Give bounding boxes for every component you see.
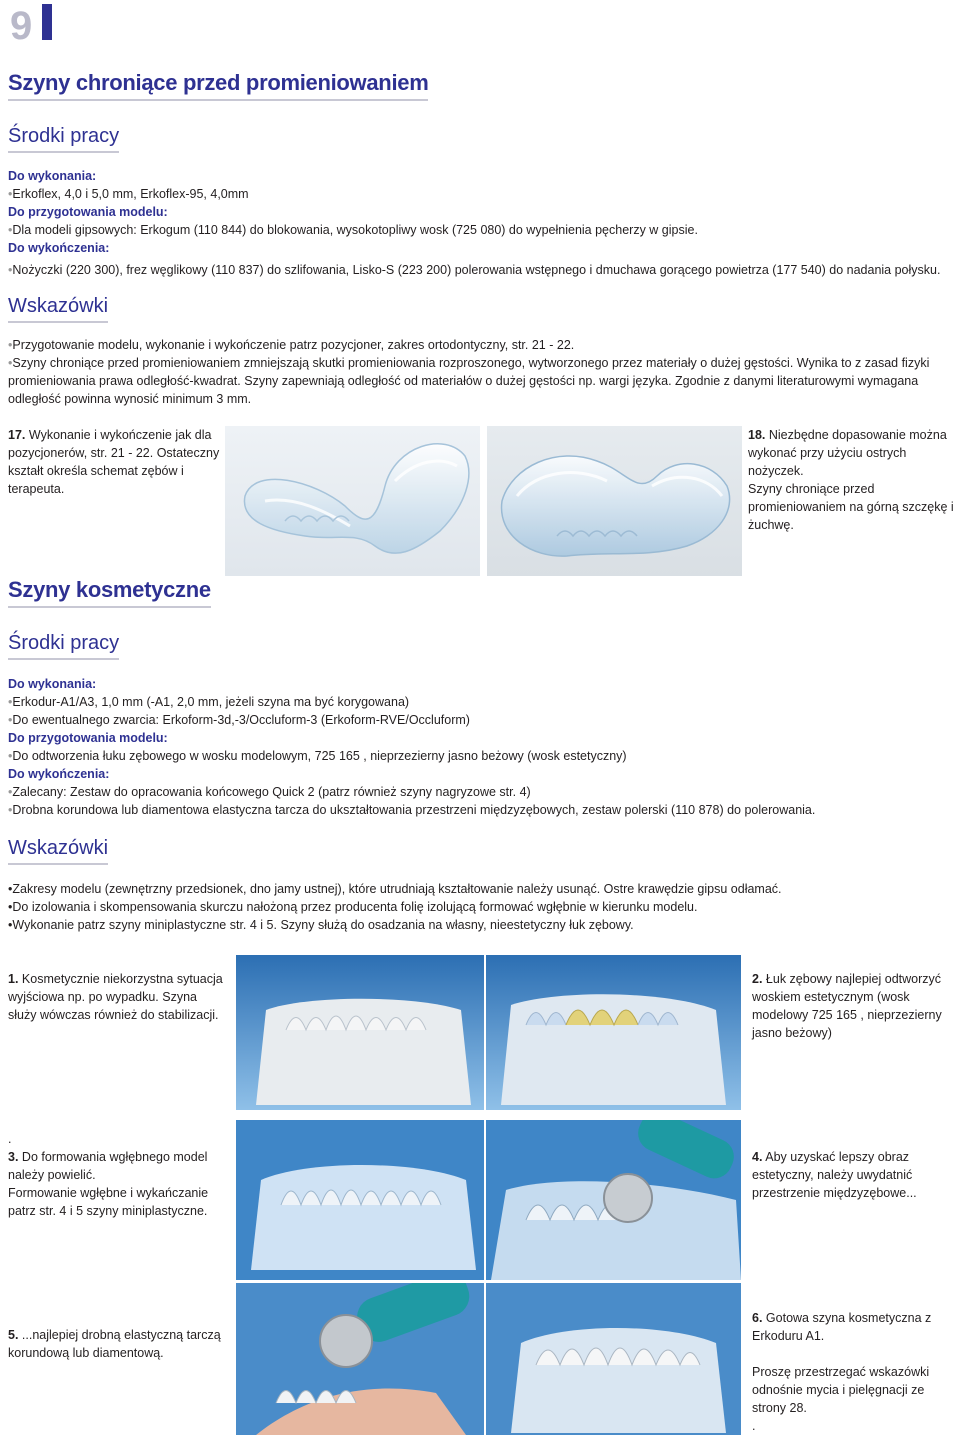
caption-4: 4. Aby uzyskać lepszy obraz estetyczny, należy uwydatnić przestrzenie międzyzębowe... [752, 1150, 917, 1200]
caption-5: 5. ...najlepiej drobną elastyczną tarczą korundową lub diamentową. [8, 1328, 221, 1360]
label-to-make: Do wykonania: [8, 677, 97, 691]
page-number: 9 [10, 4, 32, 48]
tips-list [8, 336, 956, 408]
caption-2: 2. Łuk zębowy najlepiej odtworzyć woskiem estetycznym (wosk modelowy 725 165 , nieprzezierny jasno beżowy) [752, 972, 942, 1040]
caption-3: . 3. Do formowania wgłębnego model należy powielić. Formowanie wgłębne i wykańczanie patrz str. 4 i 5 szyny miniplastyczne. [8, 1132, 209, 1218]
tips-list-2 [8, 880, 956, 934]
list-item: •Do izolowania i skompensowania skurczu nałożoną przez producenta folię izolującą formować wgłębnie w kierunku modelu. [8, 900, 698, 914]
caption-18: 18. Niezbędne dopasowanie można wykonać przy użyciu ostrych nożyczek. Szyny chroniące przed promieniowaniem na górną szczękę i żuchwę. [748, 428, 954, 532]
caption-6: 6. Gotowa szyna kosmetyczna z Erkoduru A1. Proszę przestrzegać wskazówki odnośnie mycia i pielęgnacji ze strony 28. . [752, 1311, 932, 1433]
photo-step-5-6 [236, 1283, 741, 1435]
list-item: •Erkoflex, 4,0 i 5,0 mm, Erkoflex-95, 4,0mm [8, 187, 249, 201]
list-item: •Nożyczki (220 300), frez węglikowy (110 837) do szlifowania, Lisko-S (223 200) polerowania wstępnego i dmuchawa gorącego powietrza (177 540) do nadania połysku. [8, 263, 941, 277]
label-finishing: Do wykończenia: [8, 767, 110, 781]
section-title-cosmetic-splints: Szyny kosmetyczne [8, 577, 211, 608]
subheading-materials-2: Środki pracy [8, 631, 119, 660]
caption-17: 17. Wykonanie i wykończenie jak dla pozycjonerów, str. 21 - 22. Ostateczny kształt określa schemat zębów i terapeuta. [8, 428, 220, 496]
section-title-radiation-splints: Szyny chroniące przed promieniowaniem [8, 70, 428, 101]
list-item: •Do odtworzenia łuku zębowego w wosku modelowym, 725 165 , nieprzezierny jasno beżowy (wosk estetyczny) [8, 749, 627, 763]
label-to-make: Do wykonania: [8, 169, 97, 183]
list-item: •Dla modeli gipsowych: Erkogum (110 844) do blokowania, wysokotopliwy wosk (725 080) do wypełnienia pęcherzy w gipsie. [8, 223, 698, 237]
photo-step-3-4 [236, 1120, 741, 1280]
list-item: •Drobna korundowa lub diamentowa elastyczna tarcza do ukształtowania przestrzeni międzyzębowych, zestaw polerski (110 878) do polerowania. [8, 803, 816, 817]
subheading-materials: Środki pracy [8, 124, 119, 153]
page-number-bar [42, 4, 52, 40]
list-item: •Przygotowanie modelu, wykonanie i wykończenie patrz pozycjoner, zakres ortodontyczny, str. 21 - 22. [8, 338, 575, 352]
photo-splint-1 [225, 426, 480, 576]
list-item: •Do ewentualnego zwarcia: Erkoform-3d,-3/Occluform-3 (Erkoform-RVE/Occluform) [8, 713, 470, 727]
photo-step-1-2 [236, 955, 741, 1110]
materials-list [8, 167, 956, 279]
photo-splint-2 [487, 426, 742, 576]
list-item: •Zalecany: Zestaw do opracowania końcowego Quick 2 (patrz również szyny nagryzowe str. 4) [8, 785, 531, 799]
list-item: •Wykonanie patrz szyny miniplastyczne str. 4 i 5. Szyny służą do osadzania na własny, nieestetyczny łuk zębowy. [8, 918, 634, 932]
label-finishing: Do wykończenia: [8, 241, 110, 255]
caption-1: 1. Kosmetycznie niekorzystna sytuacja wyjściowa np. po wypadku. Szyna służy wówczas również do stabilizacji. [8, 972, 223, 1022]
subheading-tips-2: Wskazówki [8, 836, 108, 865]
label-model-prep: Do przygotowania modelu: [8, 205, 168, 219]
label-model-prep: Do przygotowania modelu: [8, 731, 168, 745]
list-item: •Zakresy modelu (zewnętrzny przedsionek, dno jamy ustnej), które utrudniają kształtowanie należy usunąć. Ostre krawędzie gipsu odłamać. [8, 882, 782, 896]
subheading-tips: Wskazówki [8, 294, 108, 323]
list-item: •Szyny chroniące przed promieniowaniem zmniejszają skutki promieniowania rozproszonego, wytworzonego przez materiały o dużej gęstości. Wynika to z zasad fizyki promieniowania prawa odległość-kwadrat. Szyny zapewniają odległość od materiałów o dużej gęstości np. wargi języka. Zgodnie z danymi literaturowymi wymagana odległość powinna wynosić minimum 3 mm. [8, 356, 930, 406]
list-item: •Erkodur-A1/A3, 1,0 mm (-A1, 2,0 mm, jeżeli szyna ma być korygowana) [8, 695, 410, 709]
materials-list-2 [8, 675, 956, 819]
